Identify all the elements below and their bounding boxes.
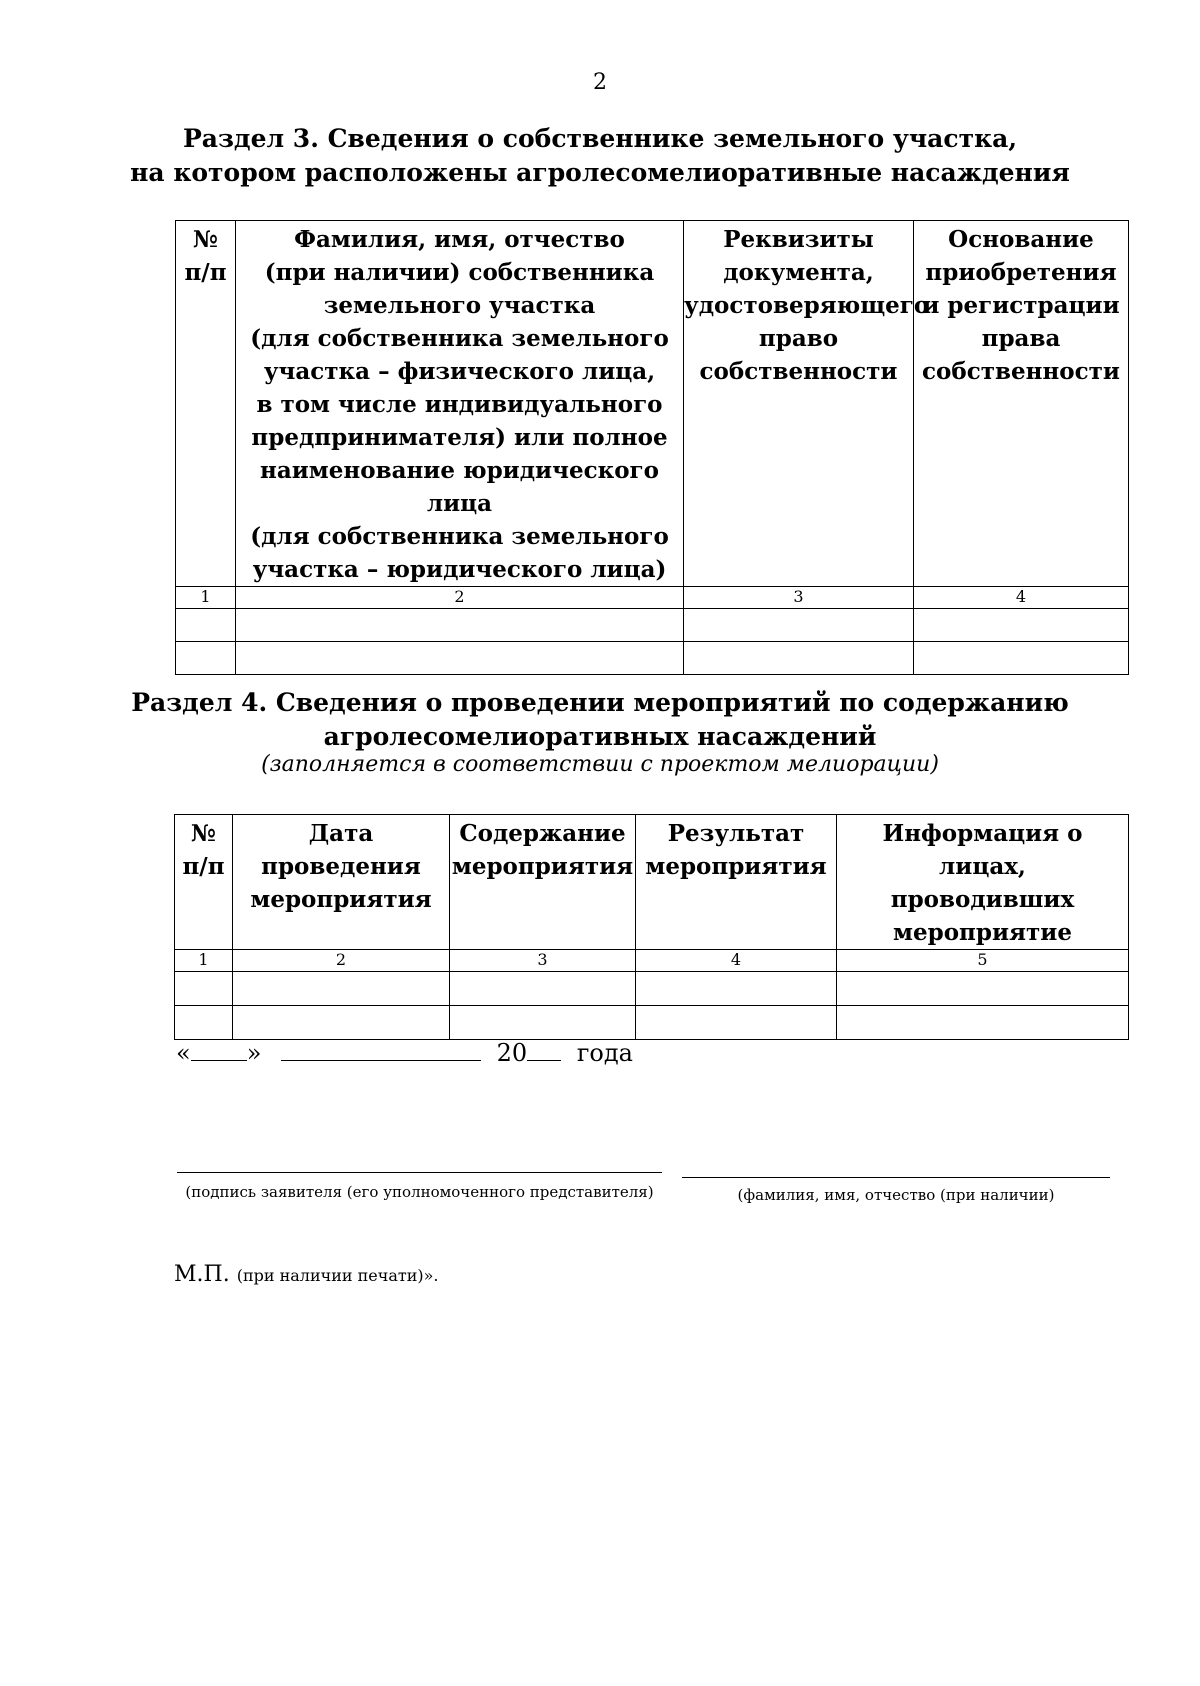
empty-cell[interactable] xyxy=(176,609,236,642)
section4-empty-row xyxy=(175,1006,1129,1040)
year-prefix: 20 xyxy=(496,1039,528,1067)
signature-caption: (подпись заявителя (его уполномоченного представителя) xyxy=(185,1183,654,1201)
name-line[interactable] xyxy=(682,1177,1110,1178)
section4-empty-row xyxy=(175,972,1129,1006)
section3-table xyxy=(175,220,1129,675)
section3-header-cell: Реквизиты документа, удостоверяющего право собственности xyxy=(684,221,914,587)
section3-number-row xyxy=(176,587,1129,609)
column-number: 4 xyxy=(914,587,1129,609)
empty-cell[interactable] xyxy=(450,972,636,1006)
column-number: 2 xyxy=(236,587,684,609)
section3-empty-row xyxy=(176,609,1129,642)
seal-note xyxy=(174,1262,439,1287)
section3-title-line2: на котором расположены агролесомелиоративные насаждения xyxy=(130,158,1070,187)
empty-cell[interactable] xyxy=(636,1006,837,1040)
column-number: 1 xyxy=(175,950,233,972)
empty-cell[interactable] xyxy=(837,972,1129,1006)
section4-header-cell: Дата проведения мероприятия xyxy=(233,815,450,950)
empty-cell[interactable] xyxy=(450,1006,636,1040)
column-number: 2 xyxy=(233,950,450,972)
section4-title xyxy=(0,686,1200,754)
section4-header-cell: Содержание мероприятия xyxy=(450,815,636,950)
column-number: 3 xyxy=(450,950,636,972)
section3-header-row xyxy=(176,221,1129,587)
empty-cell[interactable] xyxy=(636,972,837,1006)
section3-header-cell: Фамилия, имя, отчество (при наличии) собственника земельного участка (для собственника земельного участка – физического лица, в том числе индивидуального предпринимателя) или полное наименование юридического лица (для собственника земельного участка – юридического лица) xyxy=(236,221,684,587)
month-blank[interactable] xyxy=(281,1038,481,1061)
page-number: 2 xyxy=(593,70,607,95)
empty-cell[interactable] xyxy=(176,642,236,675)
section4-number-row xyxy=(175,950,1129,972)
signature-line[interactable] xyxy=(177,1172,662,1173)
empty-cell[interactable] xyxy=(175,1006,233,1040)
empty-cell[interactable] xyxy=(914,609,1129,642)
column-number: 5 xyxy=(837,950,1129,972)
empty-cell[interactable] xyxy=(684,609,914,642)
name-caption: (фамилия, имя, отчество (при наличии) xyxy=(737,1186,1055,1204)
section4-header-cell: Информация о лицах, проводивших мероприятие xyxy=(837,815,1129,950)
empty-cell[interactable] xyxy=(914,642,1129,675)
year-suffix: года xyxy=(576,1039,633,1067)
empty-cell[interactable] xyxy=(236,642,684,675)
empty-cell[interactable] xyxy=(233,972,450,1006)
section4-header-row xyxy=(175,815,1129,950)
open-quote: « xyxy=(176,1039,191,1067)
section3-header-cell: Основание приобретения и регистрации права собственности xyxy=(914,221,1129,587)
section4-header-cell: Результат мероприятия xyxy=(636,815,837,950)
empty-cell[interactable] xyxy=(684,642,914,675)
section4-note: (заполняется в соответствии с проектом мелиорации) xyxy=(261,752,939,777)
section4-title-line1: Раздел 4. Сведения о проведении мероприятий по содержанию xyxy=(131,688,1069,717)
empty-cell[interactable] xyxy=(175,972,233,1006)
column-number: 1 xyxy=(176,587,236,609)
section4-header-cell: № п/п xyxy=(175,815,233,950)
empty-cell[interactable] xyxy=(236,609,684,642)
section3-header-cell: № п/п xyxy=(176,221,236,587)
empty-cell[interactable] xyxy=(837,1006,1129,1040)
section3-title xyxy=(0,122,1200,190)
seal-remark: (при наличии печати)». xyxy=(236,1266,439,1285)
section4-table xyxy=(174,814,1129,1040)
section3-empty-row xyxy=(176,642,1129,675)
section4-title-line2: агролесомелиоративных насаждений xyxy=(323,722,877,751)
column-number: 4 xyxy=(636,950,837,972)
year-blank[interactable] xyxy=(527,1038,561,1061)
section3-title-line1: Раздел 3. Сведения о собственнике земельного участка, xyxy=(182,124,1018,153)
date-line xyxy=(176,1038,633,1067)
close-quote: » xyxy=(246,1039,262,1067)
empty-cell[interactable] xyxy=(233,1006,450,1040)
seal-label: М.П. xyxy=(174,1262,230,1287)
day-blank[interactable] xyxy=(191,1038,247,1061)
column-number: 3 xyxy=(684,587,914,609)
